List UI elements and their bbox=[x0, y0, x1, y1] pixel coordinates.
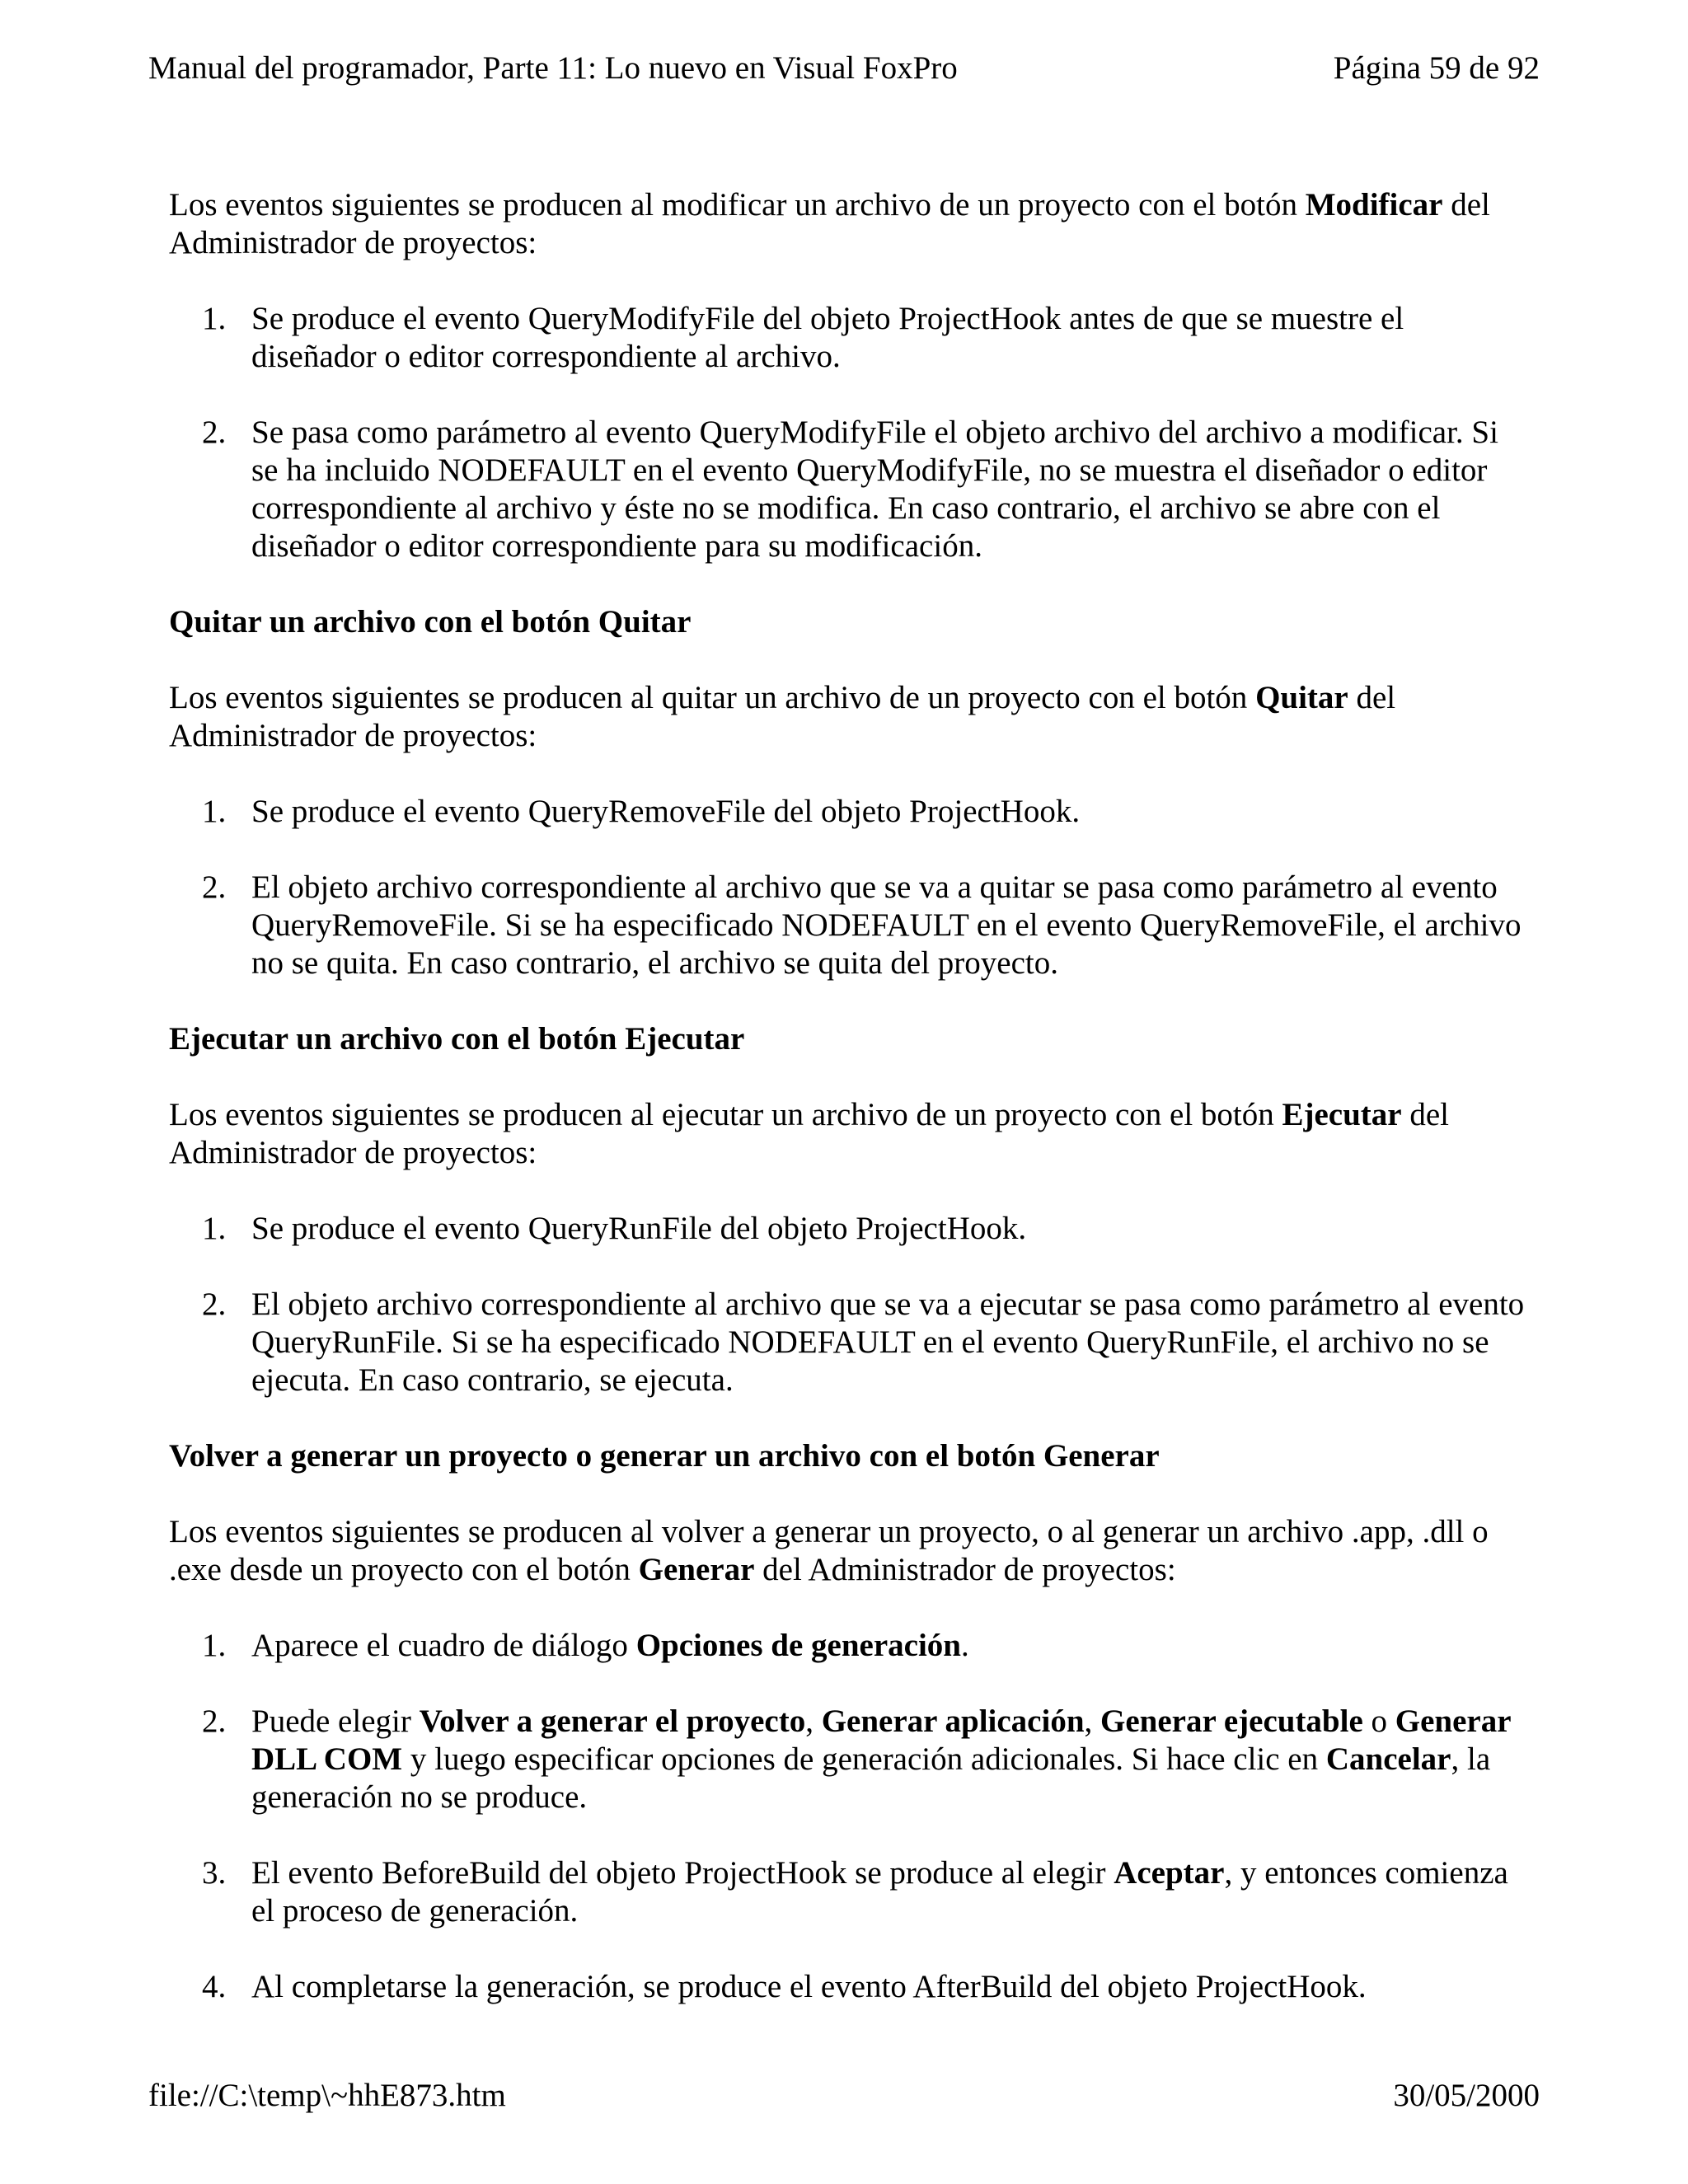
list-item-text bbox=[251, 1969, 1367, 2004]
bold-term: Generar aplicación bbox=[821, 1704, 1085, 1739]
section-build bbox=[169, 1437, 1533, 2006]
page-header bbox=[148, 48, 1540, 94]
text-run: , la generación no se produce. bbox=[251, 1741, 1491, 1815]
page-footer bbox=[148, 2075, 1540, 2121]
bold-term: Generar bbox=[638, 1552, 755, 1587]
text-run: Los eventos siguientes se producen al quitar un archivo de un proyecto con el botón bbox=[169, 680, 1256, 715]
text-run: Se produce el evento QueryRemoveFile del objeto ProjectHook. bbox=[251, 794, 1081, 829]
list-number: 2. bbox=[202, 415, 227, 450]
list-number: 2. bbox=[202, 1704, 227, 1739]
list-item-text bbox=[251, 1704, 1511, 1815]
section-intro bbox=[169, 679, 1533, 755]
list-number: 1. bbox=[202, 301, 227, 336]
list-item-text bbox=[251, 1211, 1026, 1246]
section-intro bbox=[169, 186, 1533, 262]
section-intro bbox=[169, 1096, 1533, 1172]
list-item-text bbox=[251, 301, 1404, 374]
section-remove bbox=[169, 603, 1533, 982]
text-run: del Administrador de proyectos: bbox=[169, 187, 1490, 260]
list-item-text bbox=[251, 794, 1080, 829]
text-run: Se produce el evento QueryRunFile del objeto ProjectHook. bbox=[251, 1211, 1027, 1246]
text-run: Se produce el evento QueryModifyFile del objeto ProjectHook antes de que se muestre el diseñador o editor correspondiente al archivo. bbox=[251, 301, 1404, 374]
list-number: 2. bbox=[202, 869, 227, 905]
text-run: del Administrador de proyectos: bbox=[169, 1097, 1450, 1170]
document-title: Manual del programador, Parte 11: Lo nuevo en Visual FoxPro bbox=[148, 50, 958, 86]
text-run: y luego especificar opciones de generación adicionales. Si hace clic en bbox=[402, 1741, 1326, 1777]
text-run: , bbox=[805, 1704, 822, 1739]
list-item bbox=[169, 1854, 1533, 1930]
text-run: . bbox=[961, 1628, 969, 1663]
text-run: Los eventos siguientes se producen al ejecutar un archivo de un proyecto con el botón bbox=[169, 1097, 1282, 1132]
list-item bbox=[169, 1968, 1533, 2006]
list-item bbox=[169, 793, 1533, 831]
list-item-text bbox=[251, 415, 1498, 564]
section-heading: Ejecutar un archivo con el botón Ejecutar bbox=[169, 1021, 745, 1057]
text-run: Los eventos siguientes se producen al volver a generar un proyecto, o al generar un archivo .app, .dll o .exe desde un proyecto con el botón bbox=[169, 1514, 1489, 1587]
document-body bbox=[169, 186, 1533, 2044]
list-item bbox=[169, 414, 1533, 565]
step-list bbox=[169, 300, 1533, 565]
list-number: 1. bbox=[202, 1628, 227, 1663]
text-run: El objeto archivo correspondiente al archivo que se va a ejecutar se pasa como parámetro al evento QueryRunFile. Si se ha especificado NODEFAULT en el evento QueryRunFile, el archivo no se ejecuta. En caso contrario, se ejecuta. bbox=[251, 1286, 1525, 1398]
bold-term: Quitar bbox=[1255, 680, 1348, 715]
text-run: del Administrador de proyectos: bbox=[169, 680, 1396, 753]
text-run: , y entonces comienza el proceso de generación. bbox=[251, 1855, 1508, 1929]
text-run: Se pasa como parámetro al evento QueryModifyFile el objeto archivo del archivo a modificar. Si se ha incluido NODEFAULT en el evento QueryModifyFile, no se muestra el diseñador o editor correspondiente al archivo y éste no se modifica. En caso contrario, el archivo se abre con el diseñador o editor correspondiente para su modificación. bbox=[251, 415, 1498, 564]
print-date: 30/05/2000 bbox=[1393, 2078, 1540, 2113]
text-run: Al completarse la generación, se produce el evento AfterBuild del objeto ProjectHook. bbox=[251, 1969, 1367, 2004]
list-item bbox=[169, 1627, 1533, 1665]
section-modify bbox=[169, 186, 1533, 565]
step-list bbox=[169, 793, 1533, 982]
section-heading: Volver a generar un proyecto o generar un archivo con el botón Generar bbox=[169, 1438, 1160, 1474]
step-list bbox=[169, 1210, 1533, 1399]
text-run: El objeto archivo correspondiente al archivo que se va a quitar se pasa como parámetro al evento QueryRemoveFile. Si se ha especificado NODEFAULT en el evento QueryRemoveFile, el archivo no se quita. En caso contrario, el archivo se quita del proyecto. bbox=[251, 869, 1522, 981]
bold-term: Generar ejecutable bbox=[1100, 1704, 1363, 1739]
text-run: Puede elegir bbox=[251, 1704, 420, 1739]
list-item bbox=[169, 1210, 1533, 1248]
list-item-text bbox=[251, 869, 1521, 981]
list-item bbox=[169, 300, 1533, 376]
list-number: 2. bbox=[202, 1286, 227, 1322]
step-list bbox=[169, 1627, 1533, 2006]
bold-term: Ejecutar bbox=[1282, 1097, 1402, 1132]
bold-term: Aceptar bbox=[1114, 1855, 1225, 1891]
text-run: Aparece el cuadro de diálogo bbox=[251, 1628, 636, 1663]
list-number: 4. bbox=[202, 1969, 227, 2004]
text-run: Los eventos siguientes se producen al modificar un archivo de un proyecto con el botón bbox=[169, 187, 1306, 223]
section-intro bbox=[169, 1513, 1533, 1589]
bold-term: Generar DLL COM bbox=[251, 1704, 1511, 1777]
list-item bbox=[169, 1286, 1533, 1399]
text-run: , bbox=[1084, 1704, 1101, 1739]
text-run: El evento BeforeBuild del objeto ProjectHook se produce al elegir bbox=[251, 1855, 1114, 1891]
list-item-text bbox=[251, 1855, 1508, 1929]
list-number: 1. bbox=[202, 1211, 227, 1246]
bold-term: Cancelar bbox=[1325, 1741, 1451, 1777]
bold-term: Volver a generar el proyecto bbox=[419, 1704, 806, 1739]
list-number: 3. bbox=[202, 1855, 227, 1891]
file-path: file://C:\temp\~hhE873.htm bbox=[148, 2078, 506, 2113]
list-number: 1. bbox=[202, 794, 227, 829]
list-item bbox=[169, 869, 1533, 982]
page-number: Página 59 de 92 bbox=[1333, 50, 1540, 86]
text-run: del Administrador de proyectos: bbox=[754, 1552, 1176, 1587]
bold-term: Modificar bbox=[1305, 187, 1443, 223]
bold-term: Opciones de generación bbox=[635, 1628, 961, 1663]
section-run bbox=[169, 1020, 1533, 1399]
section-heading: Quitar un archivo con el botón Quitar bbox=[169, 604, 692, 640]
text-run: o bbox=[1362, 1704, 1395, 1739]
list-item-text bbox=[251, 1286, 1524, 1398]
list-item bbox=[169, 1703, 1533, 1816]
list-item-text bbox=[251, 1628, 969, 1663]
